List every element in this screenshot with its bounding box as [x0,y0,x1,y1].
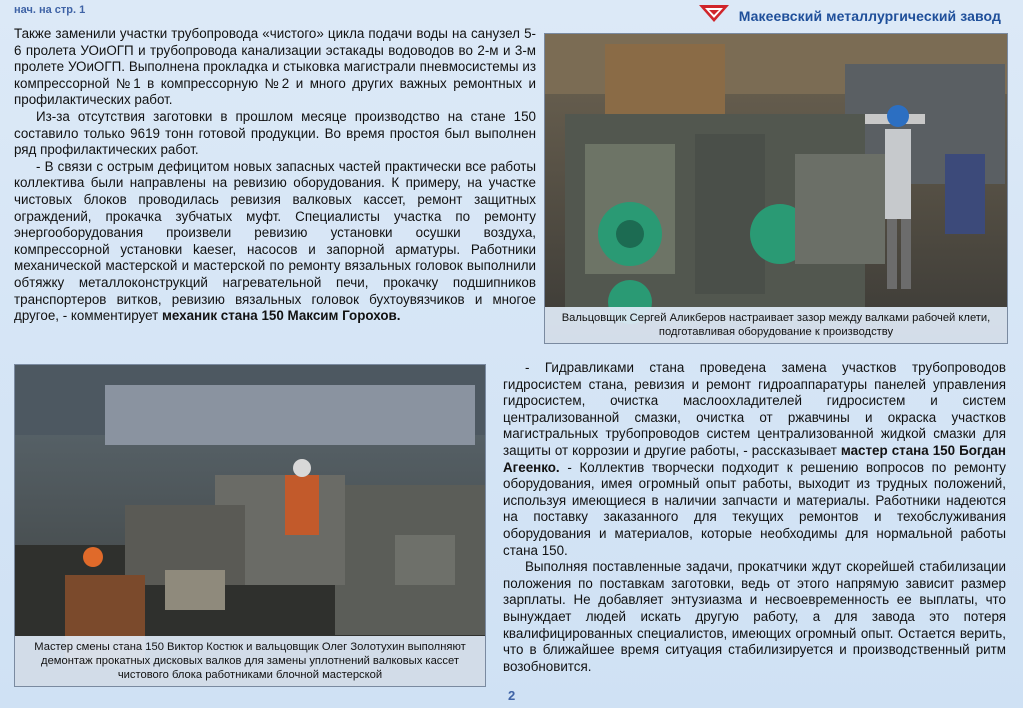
paragraph-text: - В связи с острым дефицитом новых запасных частей практически все работы коллектива были направлены на ревизию оборудования. К примеру, на участке чистовых блоков проводилась ревизия валковых кассет, ремонт защитных ограждений, прокачка зубчатых муфт. Специалисты участка по ремонту энергооборудования произвели ревизию установки осушки воздуха, компрессорной установки kaeser, насосов и запорной арматуры. Работники механической мастерской и мастерской по ремонту вязальных головок выполнили обтяжку металлоконструкций нагревательной печи, прокачку подшипников транспортеров витков, ревизию вязальных головок бухтоувязчиков и многое другое, - комментирует [14,158,536,324]
photo-caption: Мастер смены стана 150 Виктор Костюк и вальцовщик Олег Золотухин выполняют демонтаж прокатных дисковых валков для замены уплотнений валковых кассет чистового блока работниками блочной мастерской [15,636,485,686]
quote-attribution: мастер стана 150 Богдан Агеенко. [503,442,1006,475]
photo-caption: Вальцовщик Сергей Аликберов настраивает зазор между валками рабочей клети, подготавливая оборудование к производству [545,307,1007,343]
page-number: 2 [508,688,516,703]
left-article-column [14,26,536,325]
paragraph [14,159,536,325]
quote-attribution: механик стана 150 Максим Горохов. [161,308,401,324]
paragraph: Из-за отсутствия заготовки в прошлом месяце производство на стане 150 составило только 9619 тонн готовой продукции. Во время простоя был выполнен ряд профилактических работ. [14,108,536,158]
company-name: Макеевский металлургический завод [738,7,1001,24]
paragraph-text: - Коллектив творчески подходит к решению вопросов по ремонту оборудования, имея огромный опыт работы, выходит из трудных положений, используя имеющиеся в наличии запчасти и материалы. Работники надеются на поставку заказанного для текущих ремонтов и техобслуживания оборудования и материалов, которые необходимы для нормальной работы стана 150. [503,459,1006,558]
brand-header [697,3,1001,28]
continued-from-label: нач. на стр. 1 [14,4,86,16]
company-logo-icon [697,3,731,28]
photo-roll-stand-image [545,34,1007,343]
paragraph: Также заменили участки трубопровода «чистого» цикла подачи воды на санузел 5-6 пролета УОиОГП и трубопровода канализации эстакады водоводов во 2-м и 3-м пролете УОиОГП. Выполнена прокладка и стыковка магистрали пневмосистемы из компрессорной №1 в компрессорную №2 и много других важных ремонтных и профилактических работ. [14,26,536,108]
right-article-column [503,360,1006,675]
photo-workshop [14,364,486,687]
photo-roll-stand [544,33,1008,344]
paragraph: Выполняя поставленные задачи, прокатчики ждут скорейшей стабилизации положения по поставкам заготовки, ведь от этого напрямую зависит размер зарплаты. Не добавляет энтузиазма и несвоевременность ее выплаты, что вынуждает людей искать другую работу, а для завода это потеря квалифицированных специалистов, имеющих огромный опыт. Остается верить, что в ближайшее время ситуация стабилизируется и производственный ритм возобновится. [503,559,1006,674]
paragraph [503,360,1006,559]
paragraph-text: - Гидравликами стана проведена замена участков трубопроводов гидросистем стана, ревизия и ремонт гидроаппаратуры панелей управления гидросистем, очистка маслоохладителей гидросистем и систем централизованной смазки, очистка от ржавчины и окраска участков магистральных трубопроводов систем централизованной жидкой смазки для защиты от коррозии и другие работы, - рассказывает [503,360,1006,458]
